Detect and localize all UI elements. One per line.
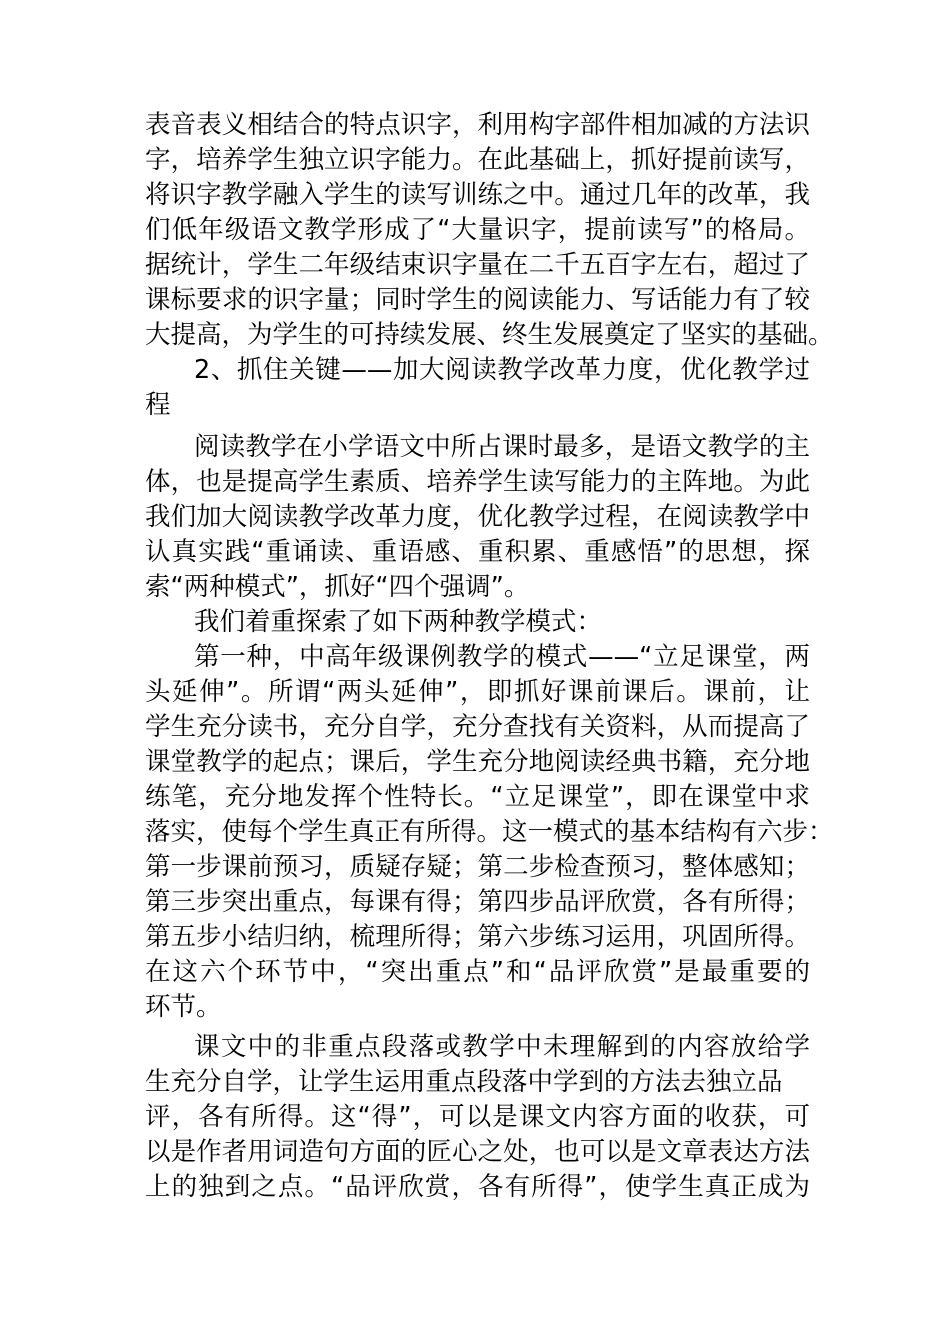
text-line: 落实，使每个学生真正有所得。这一模式的基本结构有六步： <box>145 817 834 847</box>
text-line: 课标要求的识字量；同时学生的阅读能力、写话能力有了较 <box>145 285 810 315</box>
text-line: 课堂教学的起点；课后，学生充分地阅读经典书籍，充分地 <box>145 747 810 777</box>
text-line: 程 <box>145 390 171 420</box>
text-line: 课文中的非重点段落或教学中未理解到的内容放给学 <box>194 1032 810 1062</box>
text-line: 索“两种模式”，抓好“四个强调”。 <box>145 572 530 602</box>
text-line: 以是作者用词造句方面的匠心之处，也可以是文章表达方法 <box>145 1137 810 1167</box>
text-line: 我们加大阅读教学改革力度，优化教学过程，在阅读教学中 <box>145 502 810 532</box>
text-line: 练笔，充分地发挥个性特长。“立足课堂”，即在课堂中求 <box>145 782 810 812</box>
text-line: 体，也是提高学生素质、培养学生读写能力的主阵地。为此 <box>145 467 810 497</box>
text-line: 评，各有所得。这“得”，可以是课文内容方面的收获，可 <box>145 1102 810 1132</box>
text-line: 在这六个环节中，“突出重点”和“品评欣赏”是最重要的 <box>145 957 810 987</box>
text-line: 我们着重探索了如下两种教学模式： <box>194 607 603 637</box>
text-line: 第一步课前预习，质疑存疑；第二步检查预习，整体感知； <box>145 852 810 882</box>
text-line: 2、抓住关键——加大阅读教学改革力度，优化教学过 <box>194 355 810 385</box>
text-line: 大提高，为学生的可持续发展、终生发展奠定了坚实的基础。 <box>145 320 834 350</box>
text-line: 第五步小结归纳，梳理所得；第六步练习运用，巩固所得。 <box>145 922 810 952</box>
text-line: 生充分自学，让学生运用重点段落中学到的方法去独立品 <box>145 1067 783 1097</box>
text-line: 将识字教学融入学生的读写训练之中。通过几年的改革，我 <box>145 180 810 210</box>
text-line: 表音表义相结合的特点识字，利用构字部件相加减的方法识 <box>145 110 810 140</box>
text-line: 阅读教学在小学语文中所占课时最多，是语文教学的主 <box>194 432 810 462</box>
text-line: 认真实践“重诵读、重语感、重积累、重感悟”的思想，探 <box>145 537 810 567</box>
text-line: 据统计，学生二年级结束识字量在二千五百字左右，超过了 <box>145 250 810 280</box>
text-line: 学生充分读书，充分自学，充分查找有关资料，从而提高了 <box>145 712 810 742</box>
text-line: 第一种，中高年级课例教学的模式——“立足课堂，两 <box>194 642 810 672</box>
text-line: 头延伸”。所谓“两头延伸”，即抓好课前课后。课前，让 <box>145 677 810 707</box>
text-line: 们低年级语文教学形成了“大量识字，提前读写”的格局。 <box>145 215 810 245</box>
text-line: 字，培养学生独立识字能力。在此基础上，抓好提前读写， <box>145 145 810 175</box>
text-line: 环节。 <box>145 992 222 1022</box>
text-line: 上的独到之点。“品评欣赏，各有所得”，使学生真正成为 <box>145 1172 810 1202</box>
text-line: 第三步突出重点，每课有得；第四步品评欣赏，各有所得； <box>145 887 810 917</box>
